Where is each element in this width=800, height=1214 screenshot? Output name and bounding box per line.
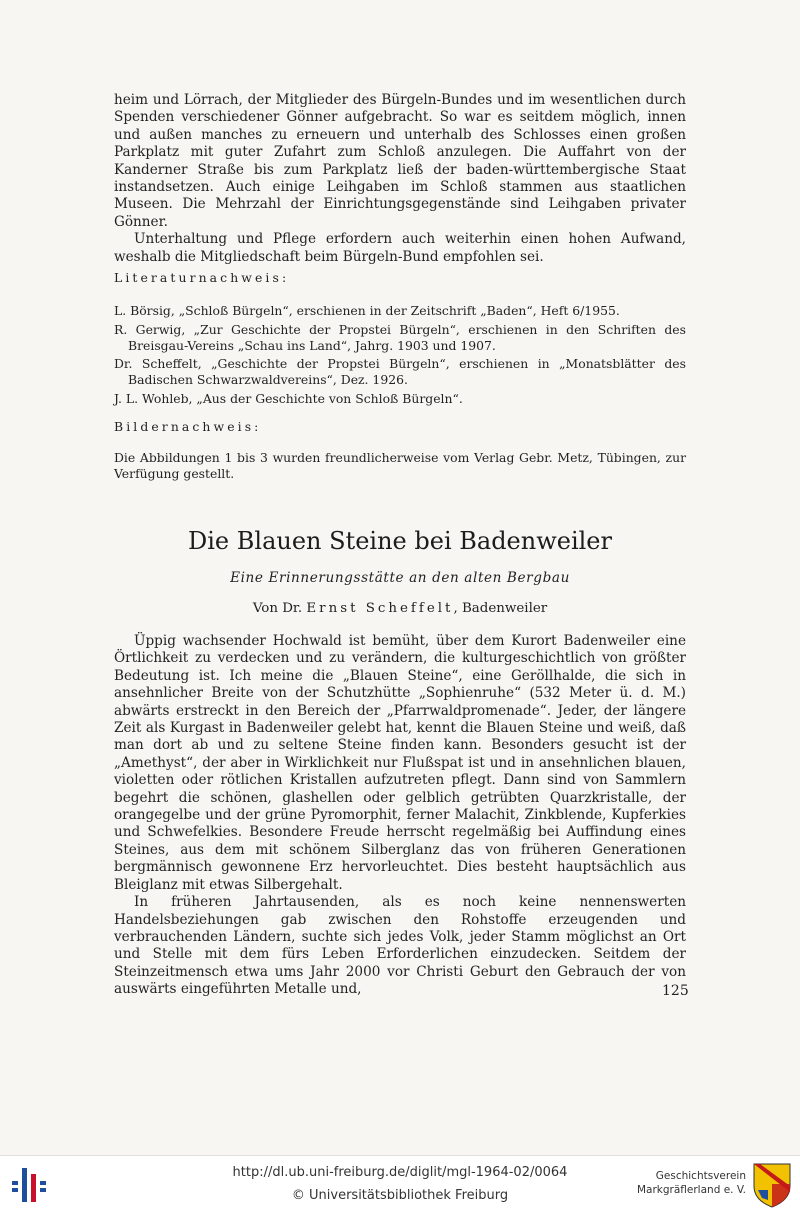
literature-entry: R. Gerwig, „Zur Geschichte der Propstei Bürgeln“, erschienen in den Schriften des Breisgau-Vereins „Schau ins Land“, Jahrg. 1903 und 1907. xyxy=(114,321,686,353)
literature-section xyxy=(114,270,686,286)
byline-prefix: Von Dr. xyxy=(252,601,303,616)
article-subtitle: Eine Erinnerungsstätte an den alten Bergbau xyxy=(230,570,570,586)
paragraph: In früheren Jahrtausenden, als es noch keine nennenswerten Handelsbeziehungen gab zwischen den Rohstoffe erzeugenden und verbrauchenden Ländern, suchte sich jedes Volk, jeder Stamm möglichst an Ort und Stelle mit dem fürs Leben Erforderlichen einzudecken. Seitdem der Steinzeitmensch etwa ums Jahr 2000 vor Christi Geburt den Gebrauch der von auswärts eingeführten Metalle und, xyxy=(114,894,686,998)
copyright-text: © Universitätsbibliothek Freiburg xyxy=(291,1188,509,1203)
article-byline xyxy=(114,601,686,616)
images-credit-heading: Bildernachweis: xyxy=(114,419,262,434)
society-line-2: Markgräflerland e. V. xyxy=(636,1184,746,1196)
article-body xyxy=(114,633,686,999)
footer-bar xyxy=(0,1155,800,1214)
paragraph: heim und Lörrach, der Mitglieder des Bürgeln-Bundes und im wesentlichen durch Spenden verschiedener Gönner aufgebracht. So war es seitdem möglich, innen und außen manches zu erneuern und unterhalb des Schlosses einen großen Parkplatz mit guter Zufahrt zum Schloß anzulegen. Die Auffahrt von der Kanderner Straße bis zum Parkplatz ließ der baden-württembergische Staat instandsetzen. Auch einige Leihgaben im Schloß stammen aus staatlichen Museen. Die Mehrzahl der Einrichtungsgegenstände sind Leihgaben privater Gönner. xyxy=(114,92,686,230)
images-credit-text: Die Abbildungen 1 bis 3 wurden freundlicherweise vom Verlag Gebr. Metz, Tübingen, zur Verfügung gestellt. xyxy=(114,450,686,481)
society-crest-icon xyxy=(752,1162,792,1208)
literature-entry: J. L. Wohleb, „Aus der Geschichte von Schloß Bürgeln“. xyxy=(114,390,463,406)
society-name xyxy=(636,1169,746,1197)
byline-suffix: , Badenweiler xyxy=(453,601,548,616)
literature-entry: Dr. Scheffelt, „Geschichte der Propstei Bürgeln“, erschienen in „Monatsblätter des Badischen Schwarzwaldvereins“, Dez. 1926. xyxy=(114,356,686,388)
author-name: Ernst Scheffelt xyxy=(306,601,454,616)
images-credit-body xyxy=(114,450,686,482)
literature-heading: Literaturnachweis: xyxy=(114,270,290,285)
literature-list xyxy=(114,303,686,407)
page-number: 125 xyxy=(662,983,689,999)
literature-entry: L. Börsig, „Schloß Bürgeln“, erschienen in der Zeitschrift „Baden“, Heft 6/1955. xyxy=(114,303,620,318)
paragraph: Üppig wachsender Hochwald ist bemüht, über dem Kurort Badenweiler eine Örtlichkeit zu verdecken und zu verändern, die kulturgeschichtlich von größter Bedeutung ist. Ich meine die „Blauen Steine“, eine Geröllhalde, die sich in ansehnlicher Breite von der Schutzhütte „Sophienruhe“ (532 Meter ü. d. M.) abwärts erstreckt in den Bereich der „Pfarrwaldpromenade“. Jeder, der längere Zeit als Kurgast in Badenweiler gelebt hat, kennt die Blauen Steine und weiß, daß man dort ab und zu seltene Steine finden kann. Besonders gesucht ist der „Amethyst“, der aber in Wirklichkeit nur Flußspat ist und in ansehnlichen blauen, violetten oder rötlichen Kristallen aufzutreten pflegt. Dann sind von Sammlern begehrt die schönen, glashellen oder gelblich getrübten Quarzkristalle, der orangegelbe und der grüne Pyromorphit, ferner Malachit, Zinkblende, Kupferkies und Schwefelkies. Besondere Freude herrscht regelmäßig bei Auffindung eines Steines, aus dem mit schönem Silberglanz das von früheren Generationen bergmännisch gewonnene Erz hervorleuchtet. Dies besteht hauptsächlich aus Bleiglanz mit etwas Silbergehalt. xyxy=(114,633,686,893)
source-url-link[interactable]: http://dl.ub.uni-freiburg.de/diglit/mgl-1964-02/0064 xyxy=(232,1165,568,1180)
images-credit-section xyxy=(114,419,686,435)
paragraph: Unterhaltung und Pflege erfordern auch weiterhin einen hohen Aufwand, weshalb die Mitgliedschaft beim Bürgeln-Bund empfohlen sei. xyxy=(114,231,686,265)
society-line-1: Geschichtsverein xyxy=(655,1170,746,1182)
article-title: Die Blauen Steine bei Badenweiler xyxy=(188,527,612,555)
continuation-text xyxy=(114,92,686,266)
